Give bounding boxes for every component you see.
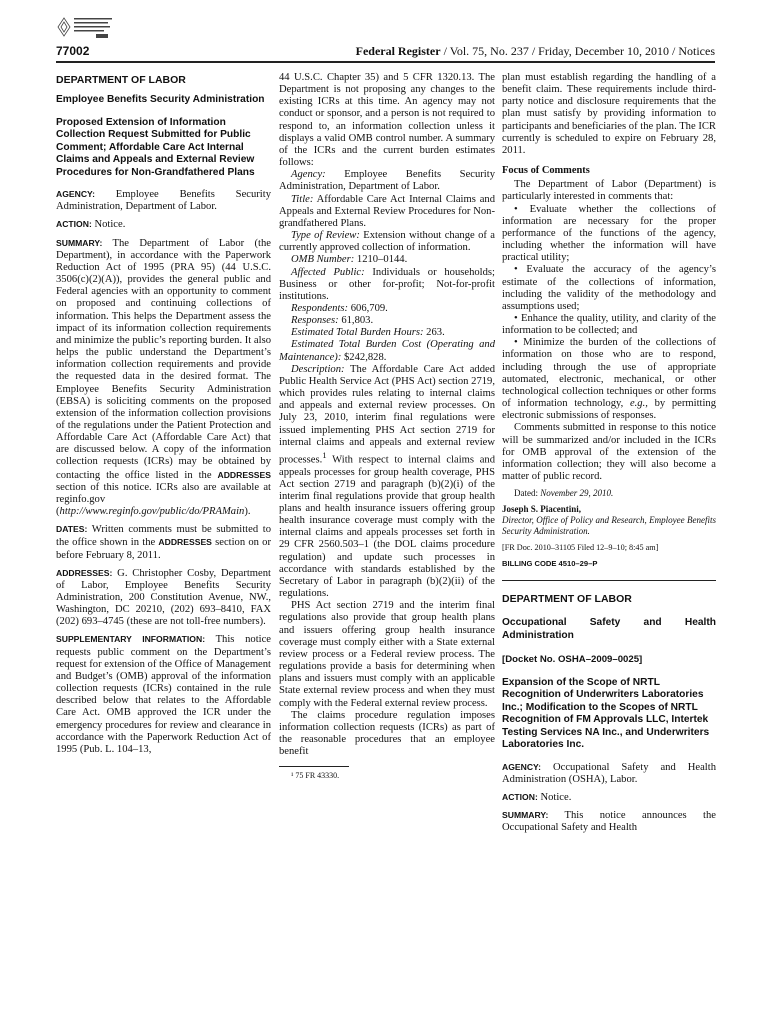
dated-line: Dated: November 29, 2010. bbox=[514, 488, 614, 499]
notice-title: Proposed Extension of Information Collection Request Submitted for Public Comment; Affordable Care Act Internal Claims and Appeals and External Review Procedures for Non-Grandfathered Plans bbox=[56, 116, 255, 178]
signer-title: Director, Office of Policy and Research, Employee Benefits Security Administration. bbox=[502, 515, 716, 537]
billing-code: BILLING CODE 4510–29–P bbox=[502, 559, 598, 569]
burden-hours-field: Estimated Total Burden Hours: 263. bbox=[291, 327, 445, 339]
paragraph: PHS Act section 2719 and the interim final regulations also provide that group health plans and issuers offering group health insurance coverage must comply either with a State external review process or a Federal review process. The regulations provide a basis for determining when plans and issuers must comply with an applicable State external review process and when they must comply with the Federal external review process. bbox=[279, 600, 495, 709]
agency-heading: Occupational Safety and Health Administration bbox=[502, 617, 716, 641]
docket-number: [Docket No. OSHA–2009–0025] bbox=[502, 654, 643, 666]
type-of-review-field: Type of Review: Extension without change of a currently approved collection of information. bbox=[279, 230, 495, 254]
notice-title: Expansion of the Scope of NRTL Recognition of Underwriters Laboratories Inc.; Modification to the Scopes of NRTL Recognition of FM Approvals LLC, Intertek Testing Services NA Inc., and Underwriters Laboratories Inc. bbox=[502, 676, 710, 751]
action-line: ACTION: Notice. bbox=[56, 219, 126, 231]
agency-field: Agency: Employee Benefits Security Administration, Department of Labor. bbox=[279, 169, 495, 193]
bullet-item: • Evaluate the accuracy of the agency’s estimate of the collections of information, including the validity of the methodology and assumptions used; bbox=[502, 264, 716, 312]
action-line: ACTION: Notice. bbox=[502, 791, 572, 803]
responses-field: Responses: 61,803. bbox=[291, 315, 374, 327]
focus-heading: Focus of Comments bbox=[502, 165, 590, 177]
signer-name: Joseph S. Piacentini, bbox=[502, 504, 582, 515]
title-field: Title: Affordable Care Act Internal Claims and Appeals and External Review Procedures for Non-grandfathered Plans. bbox=[279, 193, 495, 229]
running-head bbox=[356, 44, 715, 58]
running-header bbox=[56, 44, 715, 58]
paragraph: plan must establish regarding the handling of a benefit claim. These requirements include third-party notice and disclosure requirements that the plan must satisfy by providing information to participants and beneficiaries of the plan. The ICR currently is scheduled to expire on February 28, 2011. bbox=[502, 72, 716, 156]
respondents-field: Respondents: 606,709. bbox=[291, 302, 388, 314]
column-2 bbox=[279, 72, 495, 781]
header-rule bbox=[56, 61, 715, 63]
addresses-paragraph: ADDRESSES: G. Christopher Cosby, Department of Labor, Employee Benefits Security Administration, 200 Constitution Avenue, NW., Washington, DC 20210, (202) 693–8410, FAX (202) 693–4745 (these are not toll-free numbers). bbox=[56, 567, 271, 628]
issue-info: / Vol. 75, No. 237 / Friday, December 10, 2010 / Notices bbox=[440, 44, 715, 58]
publication-name: Federal Register bbox=[355, 44, 441, 58]
bullet-item: • Evaluate whether the collections of information are necessary for the proper performance of the functions of the agency, including whether the information will have practical utility; bbox=[502, 203, 716, 264]
agency-line: AGENCY: Employee Benefits Security Administration, Department of Labor. bbox=[56, 189, 271, 213]
footnote: ¹ 75 FR 43330. bbox=[291, 771, 340, 781]
affected-public-field: Affected Public: Individuals or households; Business or other for-profit; Not-for-profit institutions. bbox=[279, 266, 495, 302]
department-heading: DEPARTMENT OF LABOR bbox=[56, 74, 186, 86]
footnote-rule bbox=[279, 766, 349, 767]
footnote-ref[interactable]: 1 bbox=[322, 449, 327, 460]
bullet-item: • Enhance the quality, utility, and clarity of the information to be collected; and bbox=[502, 312, 716, 337]
reginfo-link[interactable]: http://www.reginfo.gov/public/do/PRAMain bbox=[59, 506, 245, 518]
column-3 bbox=[502, 72, 716, 834]
fr-doc-line: [FR Doc. 2010–31105 Filed 12–9–10; 8:45 am] bbox=[502, 543, 659, 553]
paragraph: The claims procedure regulation imposes information collection requests (ICRs) as part of the reasonable procedures that an employee benefit bbox=[279, 709, 495, 758]
department-heading: DEPARTMENT OF LABOR bbox=[502, 593, 632, 606]
gpo-authenticated-logo bbox=[56, 14, 120, 40]
agency-line: AGENCY: Occupational Safety and Health Administration (OSHA), Labor. bbox=[502, 761, 716, 785]
column-1 bbox=[56, 72, 271, 756]
paragraph: The Department of Labor (Department) is particularly interested in comments that: bbox=[502, 179, 716, 203]
burden-cost-field: Estimated Total Burden Cost (Operating and Maintenance): $242,828. bbox=[279, 339, 495, 363]
omb-number-field: OMB Number: 1210–0144. bbox=[291, 254, 408, 266]
dates-paragraph: DATES: Written comments must be submitted to the office shown in the ADDRESSES section on or before February 8, 2011. bbox=[56, 524, 271, 561]
supplementary-paragraph: SUPPLEMENTARY INFORMATION: This notice requests public comment on the Department’s request for extension of the Office of Management and Budget’s (OMB) approval of the information collection requests (ICRs) contained in the rule described below that relates to the Affordable Care Act. OMB approved the ICR under the emergency procedures for review and clearance in accordance with the Paperwork Reduction Act of 1995 (Pub. L. 104–13, bbox=[56, 634, 272, 755]
description-field: Description: The Affordable Care Act added Public Health Service Act (PHS Act) section 2719, which provides rules relating to internal claims and appeals and external review processes. On July 23, 2010, interim final regulations were issued implementing PHS Act section 2719 for internal claims and appeals and external review processes.$^1$ With respect to internal claims and appeals processes for group health coverage, PHS Act section 2719 and paragraph (b)(2)(i) of the interim final regulations provide that group health plans and health insurance issuers offering group health insurance coverage must comply with the internal claims and appeals processes set forth in 29 CFR 2560.503–1 (the DOL claims procedure regulation) and update such processes in accordance with standards established by the Secretary of Labor in paragraph (b)(2)(ii) of the regulations. bbox=[279, 363, 495, 600]
summary-paragraph: SUMMARY: The Department of Labor (the Department), in accordance with the Paperwork Reduction Act of 1995 (PRA 95) (44 U.S.C. 3506(c)(2)(A)), provides the general public and Federal agencies with an opportunity to comment on proposed and continuing collections of information. This helps the Department assess the impact of its information collection requirements and minimize the public’s reporting burden. It also helps the public understand the Department’s information collection requirements and provide the requested data in the desired format. The Employee Benefits Security Administration (EBSA) is soliciting comments on the proposed extension of the information collection provisions of the regulations under the Patient Protection and Affordable Care Act (Affordable Care Act) that are discussed below. A copy of the information collection requests (ICRs) may be obtained by contacting the office listed in the ADDRESSES section of this notice. ICRs also are available at reginfo.gov (http://www.reginfo.gov/public/do/PRAMain). bbox=[56, 237, 271, 518]
bullet-item: • Minimize the burden of the collections of information on those who are to respond, including through the use of appropriate automated, electronic, mechanical, or other technological collection techniques or other forms of information technology, e.g., by permitting electronic submissions of responses. bbox=[502, 337, 716, 422]
section-separator bbox=[502, 580, 716, 581]
page-number: 77002 bbox=[56, 44, 90, 58]
paragraph: 44 U.S.C. Chapter 35) and 5 CFR 1320.13. The Department is not proposing any changes to the existing ICRs at this time. An agency may not conduct or sponsor, and a person is not required to respond to, an information collection unless it displays a valid OMB control number. A summary of the ICRs and the current burden estimates follows: bbox=[279, 72, 495, 169]
summary-paragraph: SUMMARY: This notice announces the Occupational Safety and Health bbox=[502, 810, 716, 834]
paragraph: Comments submitted in response to this notice will be summarized and/or included in the ICRs for OMB approval of the extension of the information collection; they will also become a matter of public record. bbox=[502, 422, 716, 482]
agency-heading: Employee Benefits Security Administration bbox=[56, 94, 265, 106]
